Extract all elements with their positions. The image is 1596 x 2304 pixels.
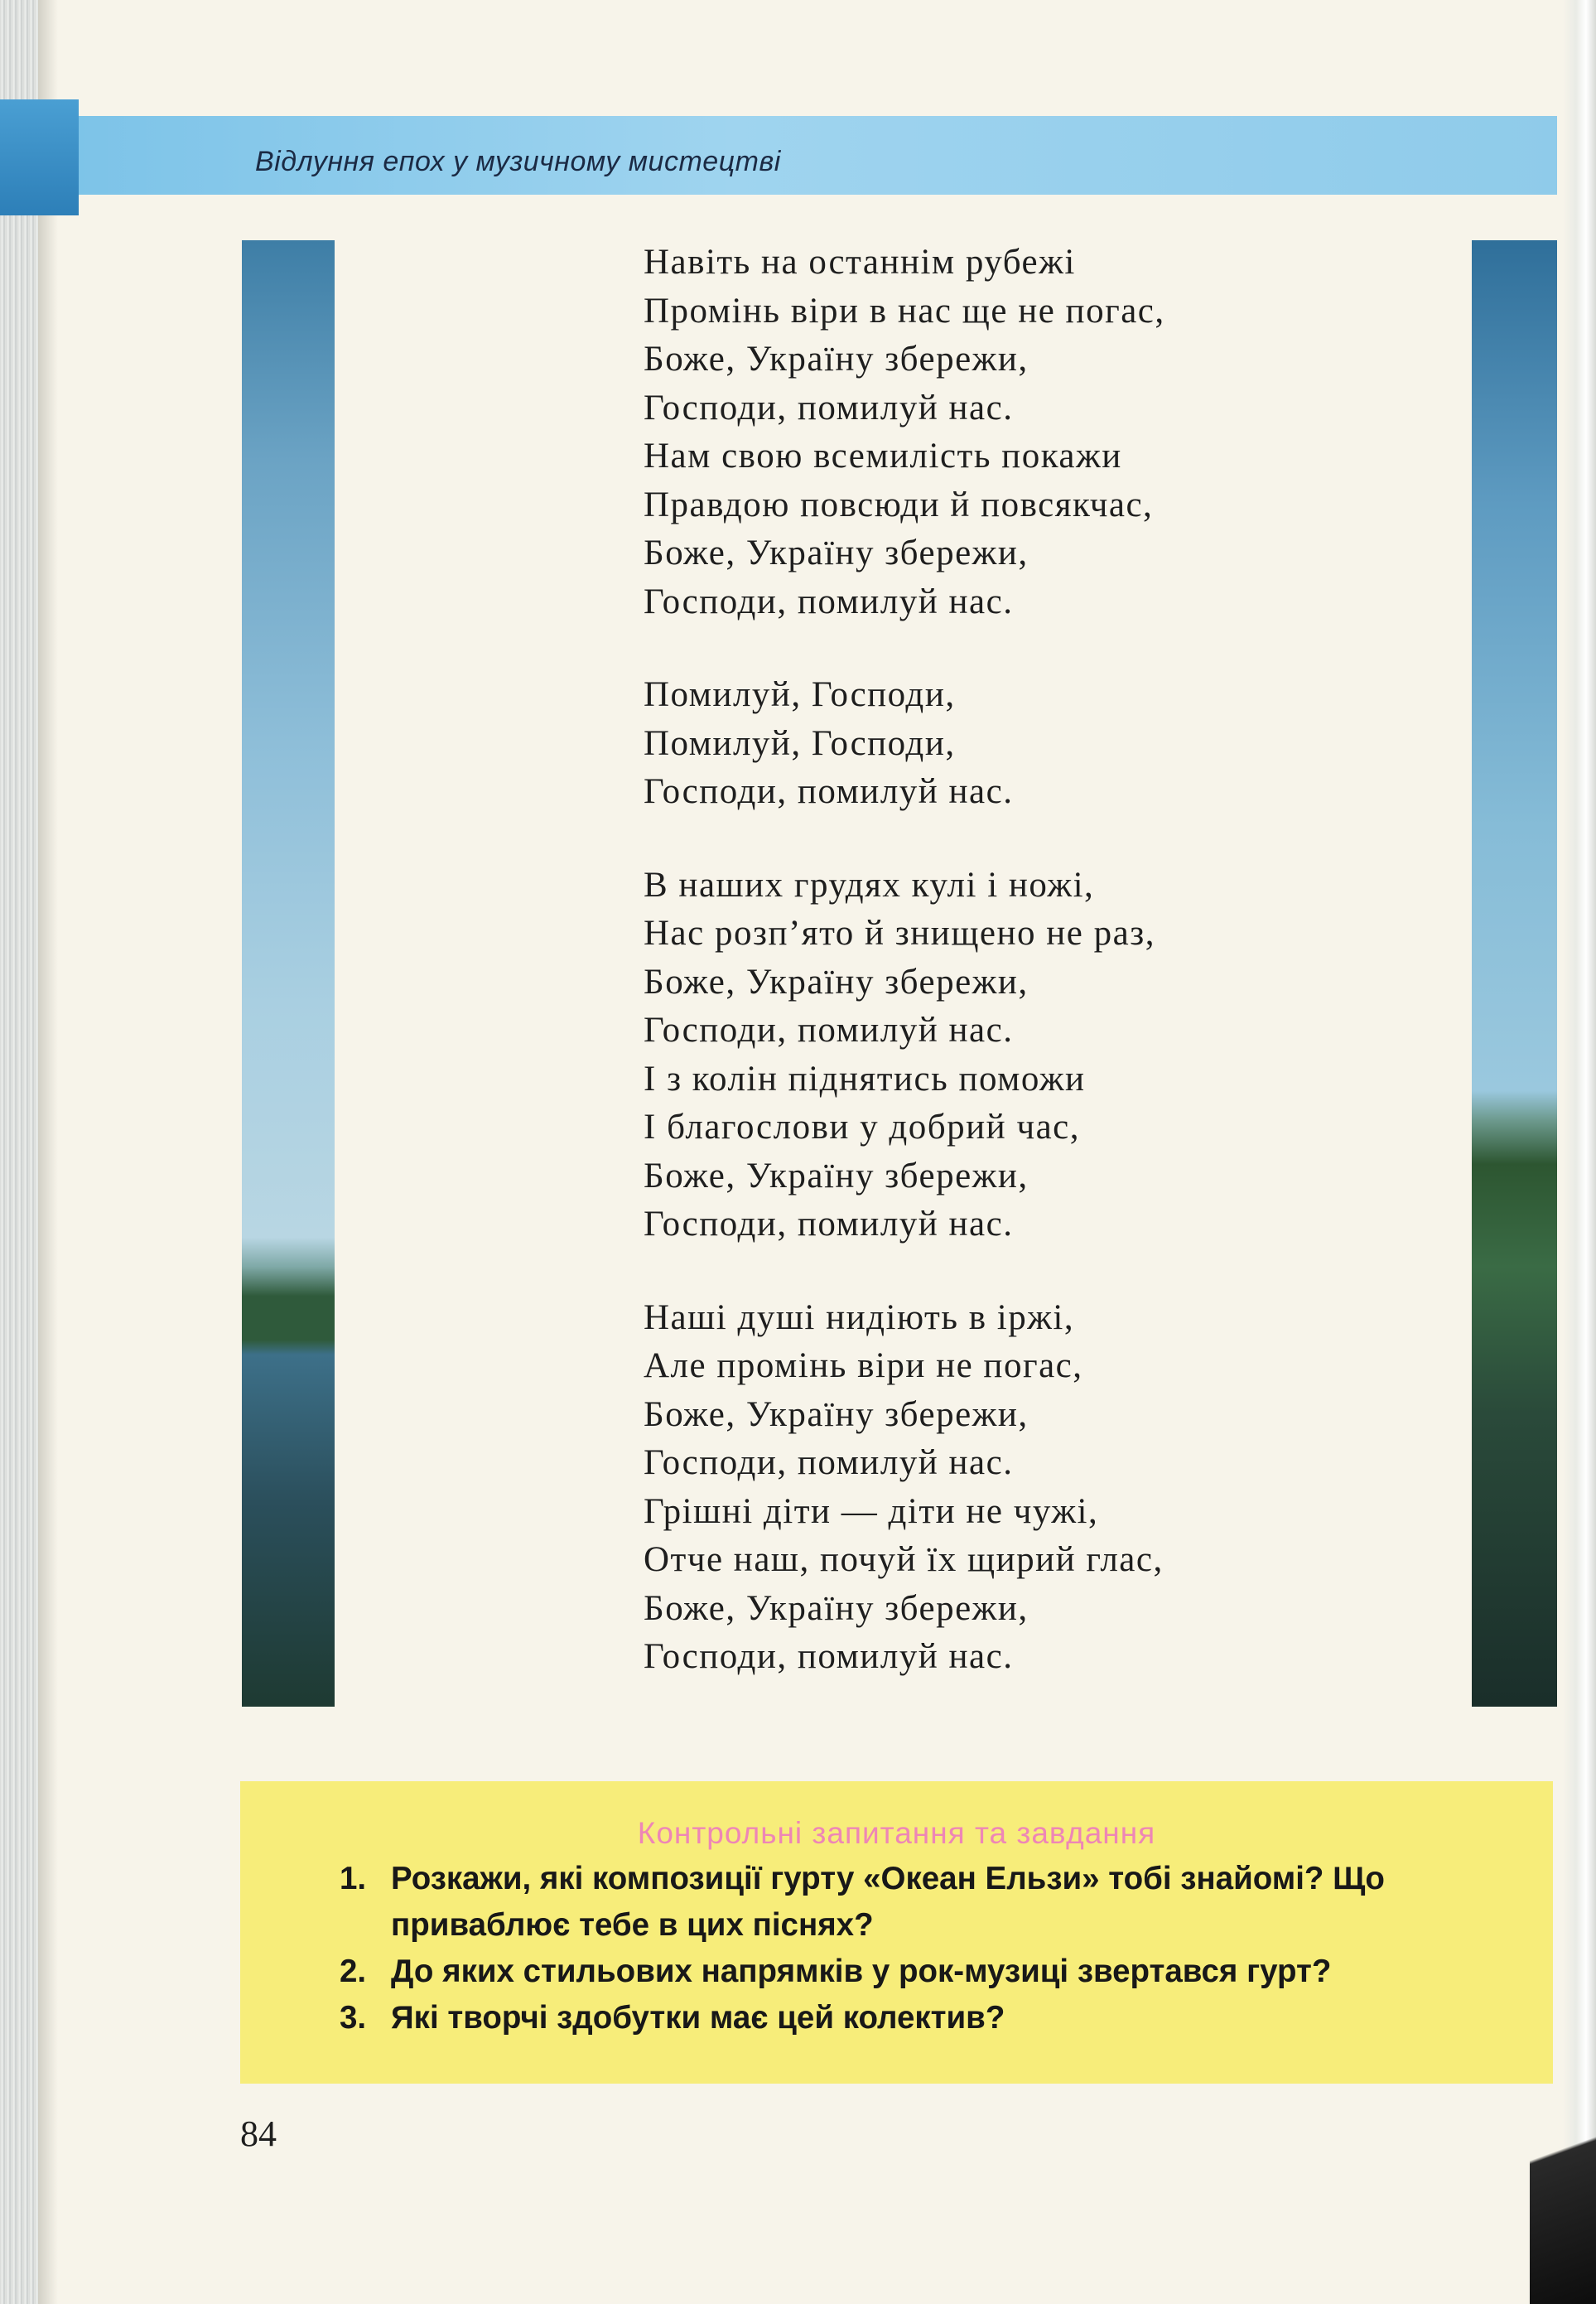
poem-line: Навіть на останнім рубежі (644, 243, 1076, 282)
running-header-title: Відлуння епох у музичному мистецтві (255, 146, 781, 177)
poem-line: Боже, Україну збережи, (644, 1394, 1029, 1434)
left-landscape-photo (242, 240, 335, 1707)
poem-line: Господи, помилуй нас. (644, 1011, 1014, 1050)
poem-line: Боже, Україну збережи, (644, 1588, 1029, 1628)
poem-line: Господи, помилуй нас. (644, 772, 1014, 811)
poem-line: І з колін піднятись поможи (644, 1059, 1086, 1099)
question-number: 3. (340, 2000, 367, 2036)
poem-line: Помилуй, Господи, (644, 675, 956, 714)
question-item (340, 1949, 1541, 1995)
poem-text (644, 239, 1389, 1682)
header-tab-marker (0, 99, 79, 215)
question-text: До яких стильових напрямків у рок-музиці звертався гурт? (391, 1954, 1332, 1989)
poem-line: Господи, помилуй нас. (644, 582, 1014, 621)
question-text: Розкажи, які композиції гурту «Океан Ельзи» тобі знайомі? Що приваблює тебе в цих піснях? (391, 1861, 1385, 1943)
questions-list (340, 1856, 1541, 2041)
poem-line: Господи, помилуй нас. (644, 1205, 1014, 1244)
questions-title: Контрольні запитання та завдання (637, 1816, 1156, 1850)
page-number: 84 (240, 2113, 277, 2154)
poem-line: Боже, Україну збережи, (644, 962, 1029, 1002)
questions-box (240, 1781, 1553, 2084)
poem-line: Господи, помилуй нас. (644, 1637, 1014, 1676)
poem-line: Промінь віри в нас ще не погас, (644, 291, 1165, 331)
poem-line: В наших грудях кулі і ножі, (644, 865, 1095, 905)
poem-stanza-3 (644, 862, 1389, 1249)
question-item (340, 1995, 1541, 2041)
poem-line: Але промінь віри не погас, (644, 1346, 1083, 1385)
poem-line: Правдою повсюди й повсякчас, (644, 485, 1154, 524)
poem-line: Боже, Україну збережи, (644, 1156, 1029, 1195)
question-text: Які творчі здобутки має цей колектив? (391, 2000, 1005, 2036)
poem-stanza-4 (644, 1294, 1389, 1682)
right-landscape-photo (1472, 240, 1557, 1707)
spine-shadow (38, 0, 58, 2304)
poem-stanza-1 (644, 239, 1389, 626)
poem-line: Нас розп’ято й знищено не раз, (644, 914, 1155, 953)
book-page-edges (0, 0, 38, 2304)
poem-line: І благослови у добрий час, (644, 1108, 1080, 1147)
poem-line: Помилуй, Господи, (644, 723, 956, 763)
poem-line: Наші душі нидіють в іржі, (644, 1297, 1075, 1337)
poem-line: Нам свою всемилість покажи (644, 437, 1122, 476)
poem-line: Господи, помилуй нас. (644, 1443, 1014, 1482)
poem-line: Отче наш, почуй їх щирий глас, (644, 1540, 1164, 1579)
question-number: 2. (340, 1954, 367, 1989)
poem-line: Боже, Україну збережи, (644, 340, 1029, 379)
poem-line: Грішні діти — діти не чужі, (644, 1491, 1099, 1531)
question-number: 1. (340, 1861, 367, 1896)
poem-line: Боже, Україну збережи, (644, 534, 1029, 572)
poem-line: Господи, помилуй нас. (644, 388, 1014, 427)
question-item (340, 1856, 1541, 1949)
poem-stanza-2 (644, 671, 1389, 817)
